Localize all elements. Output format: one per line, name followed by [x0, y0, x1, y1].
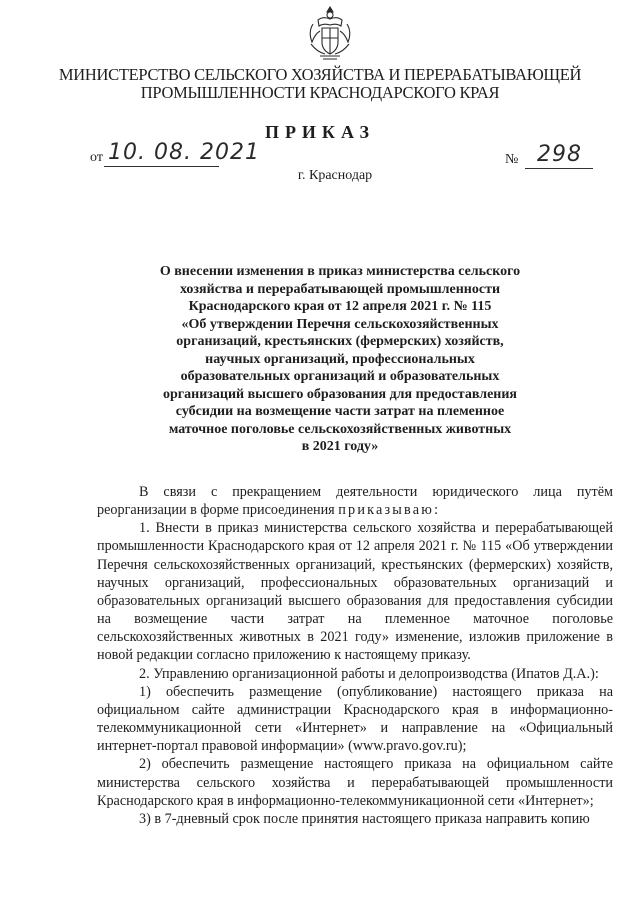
ministry-name-line1: МИНИСТЕРСТВО СЕЛЬСКОГО ХОЗЯЙСТВА И ПЕРЕРАБАТЫВАЮЩЕЙ — [58, 65, 582, 84]
document-type: ПРИКАЗ — [264, 122, 376, 142]
paragraph-text: : — [434, 502, 439, 519]
document-title — [150, 263, 530, 456]
title-line: образовательных организаций и образовательных — [180, 369, 500, 385]
number-label: № — [505, 152, 519, 167]
title-line: «Об утверждении Перечня сельскохозяйственных — [181, 316, 499, 332]
body-paragraph: 1) обеспечить размещение (опубликование) настоящего приказа на официальном сайте администрации Краснодарского края в информационно-телекоммуникационной сети «Интернет» и направление на «Официальный интернет-портал правовой информации» (www.pravo.gov.ru); — [97, 683, 613, 755]
body-paragraph: 3) в 7-дневный срок после принятия настоящего приказа направить копию — [139, 810, 590, 827]
coat-of-arms-icon — [305, 4, 355, 62]
title-line: маточное поголовье сельскохозяйственных животных — [168, 421, 512, 437]
title-line: в 2021 году» — [301, 439, 379, 455]
title-line: научных организаций, профессиональных — [205, 351, 475, 367]
body-paragraph: 1. Внести в приказ министерства сельского хозяйства и перерабатывающей промышленности Краснодарского края от 12 апреля 2021 г. № 115 «Об утверждении Перечня сельскохозяйственных организаций, крестьянских (фермерских) хозяйств, научных организаций, профессиональных образовательных организаций и образовательных организаций высшего образования для предоставления субсидии на возмещение части затрат на племенное маточное поголовье сельскохозяйственных животных в 2021 году» изменение, изложив приложение в новой редакции согласно приложению к настоящему приказу. — [97, 520, 613, 664]
handwritten-number: 298 — [537, 142, 582, 167]
body-paragraph — [97, 483, 613, 519]
title-line: Краснодарского края от 12 апреля 2021 г. № 115 — [188, 299, 492, 315]
title-line: субсидии на возмещение части затрат на племенное — [175, 404, 505, 420]
city: г. Краснодар — [297, 168, 373, 183]
title-line: организаций высшего образования для предоставления — [163, 386, 517, 402]
document-body — [97, 483, 613, 828]
handwritten-date: 10. 08. 2021 — [108, 140, 260, 165]
spaced-keyword: приказываю — [338, 502, 435, 519]
body-paragraph: 2) обеспечить размещение настоящего приказа на официальном сайте министерства сельского хозяйства и перерабатывающей промышленности Краснодарского края в информационно-телекоммуникационной сети «Интернет»; — [97, 756, 613, 809]
title-line: О внесении изменения в приказ министерства сельского — [159, 264, 521, 279]
title-line: хозяйства и перерабатывающей промышленности — [179, 281, 501, 297]
ministry-name-line2: ПРОМЫШЛЕННОСТИ КРАСНОДАРСКОГО КРАЯ — [140, 83, 500, 102]
paragraph-text: В связи с прекращением деятельности юридического лица путём реорганизации в форме присоединения — [97, 484, 613, 519]
date-underline — [104, 166, 219, 167]
date-label: от — [90, 150, 103, 165]
body-paragraph: 2. Управлению организационной работы и делопроизводства (Ипатов Д.А.): — [139, 665, 599, 682]
title-line: организаций, крестьянских (фермерских) хозяйств, — [176, 334, 504, 350]
